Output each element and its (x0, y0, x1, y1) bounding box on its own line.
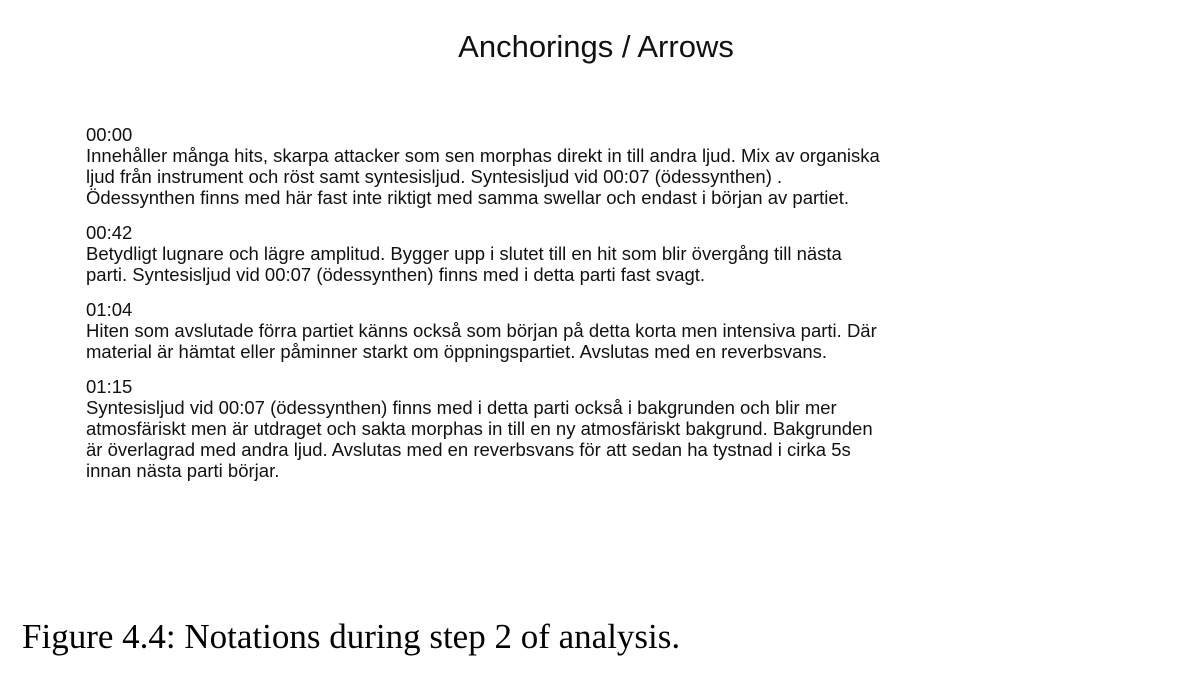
note-text-line: ljud från instrument och röst samt syntesisljud. Syntesisljud vid 00:07 (ödessynthen) . (86, 166, 783, 187)
note-text-line: Syntesisljud vid 00:07 (ödessynthen) finns med i detta parti också i bakgrunden och blir mer (86, 397, 837, 418)
note-timestamp: 01:04 (86, 299, 133, 320)
note-text-line: är överlagrad med andra ljud. Avslutas med en reverbsvans för att sedan ha tystnad i cirka 5s (86, 439, 851, 460)
note-text-line: Ödessynthen finns med här fast inte riktigt med samma swellar och endast i början av partiet. (86, 187, 849, 208)
note-text-line: Innehåller många hits, skarpa attacker som sen morphas direkt in till andra ljud. Mix av organiska (86, 145, 880, 166)
figure-caption: Figure 4.4: Notations during step 2 of analysis. (22, 617, 681, 656)
note-text-line: atmosfäriskt men är utdraget och sakta morphas in till en ny atmosfäriskt bakgrund. Bakgrunden (86, 418, 873, 439)
note-timestamp: 01:15 (86, 376, 133, 397)
note-entry (86, 299, 1126, 362)
note-entry (86, 124, 1126, 208)
note-text-line: Betydligt lugnare och lägre amplitud. Bygger upp i slutet till en hit som blir övergång till nästa (86, 243, 842, 264)
figure-title: Anchorings / Arrows (458, 29, 734, 64)
note-timestamp: 00:00 (86, 124, 133, 145)
notes-list (86, 124, 1126, 495)
note-text-line: innan nästa parti börjar. (86, 460, 280, 481)
note-entry (86, 222, 1126, 285)
note-text-line: Hiten som avslutade förra partiet känns också som början på detta korta men intensiva parti. Där (86, 320, 877, 341)
note-timestamp: 00:42 (86, 222, 133, 243)
note-entry (86, 376, 1126, 481)
note-text-line: parti. Syntesisljud vid 00:07 (ödessynthen) finns med i detta parti fast svagt. (86, 264, 706, 285)
note-text-line: material är hämtat eller påminner starkt om öppningspartiet. Avslutas med en reverbsvans. (86, 341, 828, 362)
